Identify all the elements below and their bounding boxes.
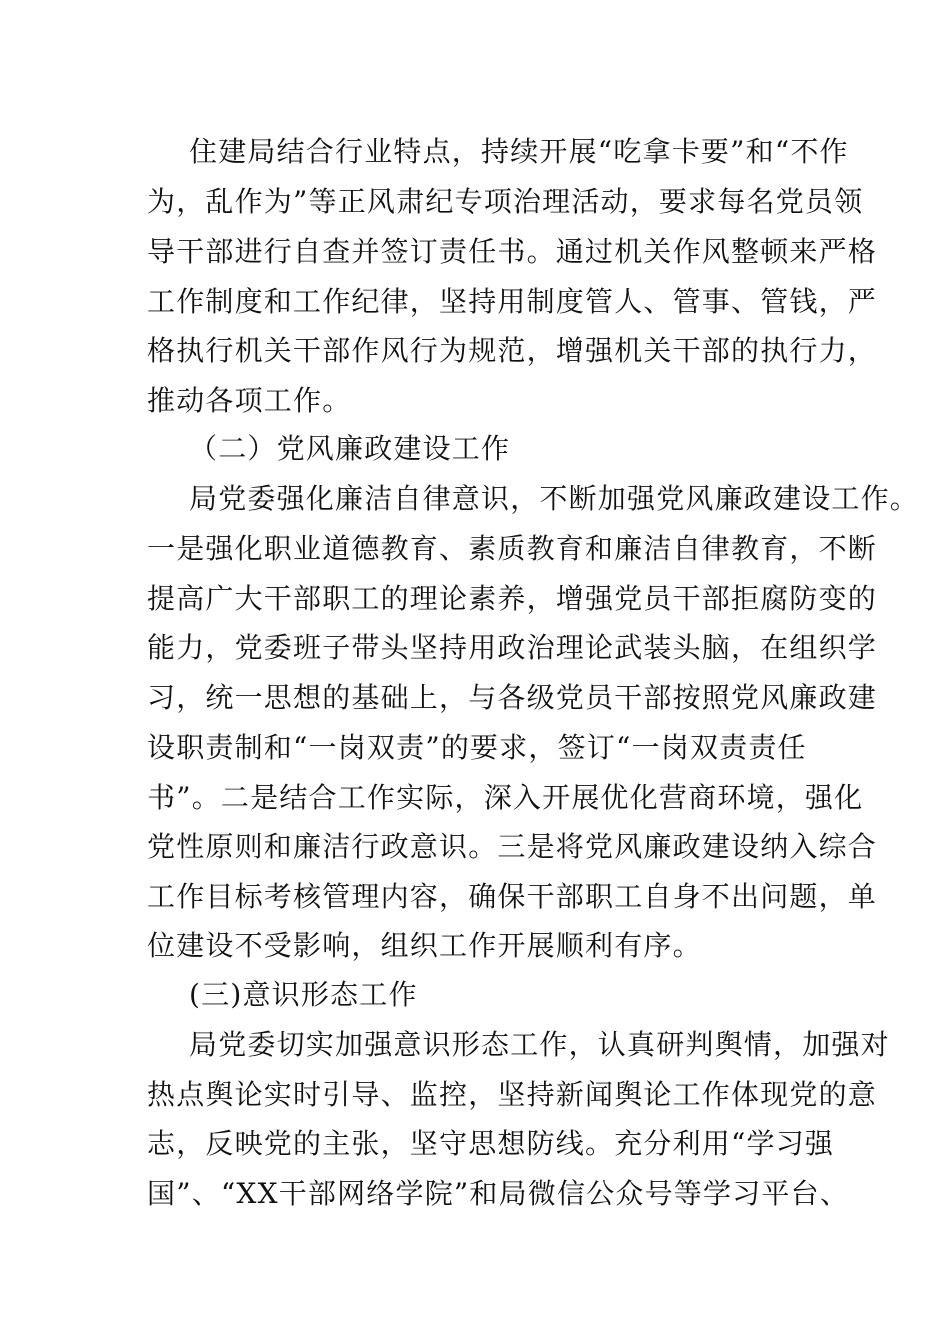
paragraph-1-line-4: 工作制度和工作纪律，坚持用制度管人、管事、管钱，严 [147,285,878,318]
paragraph-2-line-9: 工作目标考核管理内容，确保干部职工自身不出问题，单 [147,880,878,913]
paragraph-1-line-6: 推动各项工作。 [147,384,352,417]
paragraph-1-line-2: 为，乱作为”等正风肃纪专项治理活动，要求每名党员领 [147,185,864,218]
paragraph-2-line-8: 党性原则和廉洁行政意识。三是将党风廉政建设纳入综合 [147,830,878,863]
paragraph-1-line-3: 导干部进行自查并签订责任书。通过机关作风整顿来严格 [147,235,878,268]
section-heading-2: （二）党风廉政建设工作 [189,432,511,465]
paragraph-1-line-1: 住建局结合行业特点，持续开展“吃拿卡要”和“不作 [189,135,849,168]
paragraph-2-line-7: 书”。二是结合工作实际，深入开展优化营商环境，强化 [147,781,864,814]
paragraph-2-line-4: 能力，党委班子带头坚持用政治理论武装头脑，在组织学 [147,631,878,664]
paragraph-3-line-1: 局党委切实加强意识形态工作，认真研判舆情，加强对 [189,1028,890,1061]
paragraph-2-line-3: 提高广大干部职工的理论素养，增强党员干部拒腐防变的 [147,582,878,615]
paragraph-3-line-2: 热点舆论实时引导、监控，坚持新闻舆论工作体现党的意 [147,1078,878,1111]
paragraph-2-line-2: 一是强化职业道德教育、素质教育和廉洁自律教育，不断 [147,532,878,565]
paragraph-3-line-4: 国”、“XX干部网络学院”和局微信公众号等学习平台、 [147,1177,850,1210]
section-heading-3: (三)意识形态工作 [189,978,418,1011]
paragraph-2-line-5: 习，统一思想的基础上，与各级党员干部按照党风廉政建 [147,681,878,714]
paragraph-2-line-10: 位建设不受影响，组织工作开展顺利有序。 [147,929,702,962]
paragraph-2-line-1: 局党委强化廉洁自律意识，不断加强党风廉政建设工作。 [189,482,920,515]
paragraph-1-line-5: 格执行机关干部作风行为规范，增强机关干部的执行力， [147,334,878,367]
paragraph-2-line-6: 设职责制和“一岗双责”的要求，签订“一岗双责责任 [147,731,807,764]
paragraph-3-line-3: 志，反映党的主张，坚守思想防线。充分利用“学习强 [147,1127,835,1160]
